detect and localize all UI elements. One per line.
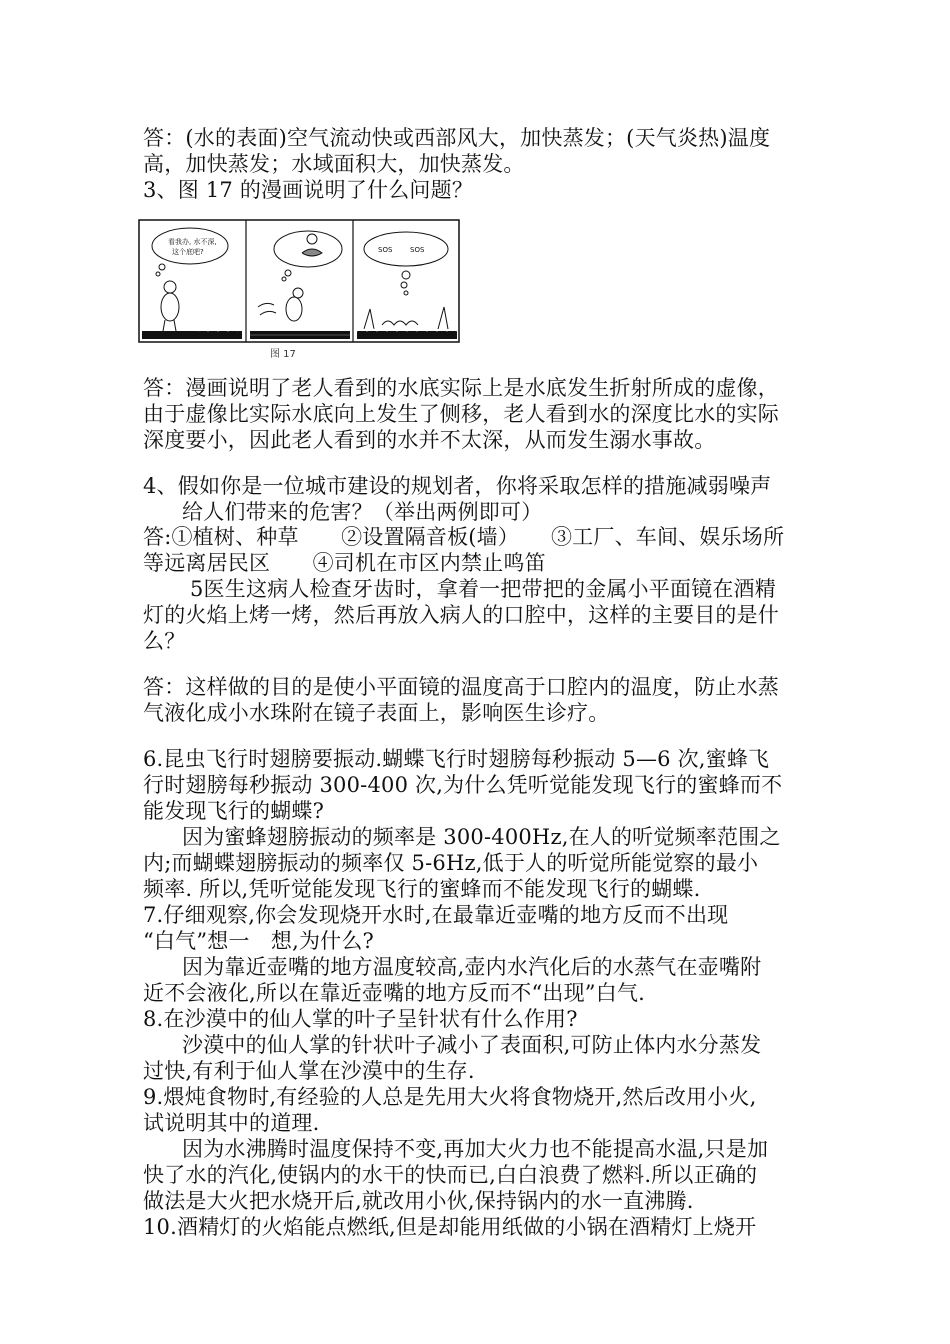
answer-4-line-2: 等远离居民区 ④司机在市区内禁止鸣笛	[143, 551, 546, 575]
figure-caption: 图 17	[270, 349, 296, 360]
sos-text-1: SOS	[378, 246, 393, 254]
question-5-line-2: 灯的火焰上烤一烤，然后再放入病人的口腔中，这样的主要目的是什	[143, 603, 779, 627]
question-4-line-2: 给人们带来的危害？（举出两例即可）	[182, 500, 543, 524]
bubble-text-line-1: 看我办, 水不深,	[168, 238, 217, 246]
sos-text-2: SOS	[410, 246, 425, 254]
bubble-text-line-2: 这个底吧?	[172, 248, 204, 256]
answer-5-line-2: 气液化成小水珠附在镜子表面上，影响医生诊疗。	[143, 701, 610, 725]
answer-6-line-3: 频率. 所以,凭听觉能发现飞行的蜜蜂而不能发现飞行的蝴蝶.	[143, 877, 701, 901]
question-6-line-1: 6.昆虫飞行时翅膀要振动.蝴蝶飞行时翅膀每秒振动 5—6 次,蜜蜂飞	[143, 747, 770, 771]
answer-4-line-1: 答:①植树、种草 ②设置隔音板(墙） ③工厂、车间、娱乐场所	[143, 525, 785, 549]
cartoon-panel-1	[142, 228, 242, 339]
answer-7-line-2: 近不会液化,所以在靠近壶嘴的地方反而不“出现”白气.	[143, 981, 646, 1005]
answer-2-line-2: 高，加快蒸发；水域面积大，加快蒸发。	[143, 152, 525, 176]
question-5-line-1: 5医生这病人检查牙齿时，拿着一把带把的金属小平面镜在酒精	[190, 577, 776, 601]
question-10-line-1: 10.酒精灯的火焰能点燃纸,但是却能用纸做的小锅在酒精灯上烧开	[143, 1215, 757, 1239]
question-9-line-2: 试说明其中的道理.	[143, 1111, 320, 1135]
answer-8-line-1: 沙漠中的仙人掌的针状叶子减小了表面积,可防止体内水分蒸发	[182, 1033, 762, 1057]
answer-2-line-1: 答：(水的表面)空气流动快或西部风大，加快蒸发；(天气炎热)温度	[143, 126, 771, 150]
question-8: 8.在沙漠中的仙人掌的叶子呈针状有什么作用?	[143, 1007, 578, 1031]
answer-9-line-3: 做法是大火把水烧开后,就改用小伙,保持锅内的水一直沸腾.	[143, 1189, 694, 1213]
question-6-line-2: 行时翅膀每秒振动 300-400 次,为什么凭听觉能发现飞行的蜜蜂而不	[143, 773, 783, 797]
question-5-line-3: 么？	[143, 629, 186, 653]
answer-8-line-2: 过快,有利于仙人掌在沙漠中的生存.	[143, 1059, 475, 1083]
answer-3-line-3: 深度要小，因此老人看到的水并不太深，从而发生溺水事故。	[143, 428, 716, 452]
answer-3-line-2: 由于虚像比实际水底向上发生了侧移，老人看到水的深度比水的实际	[143, 402, 779, 426]
cartoon-panel-3	[357, 232, 457, 339]
answer-3-line-1: 答：漫画说明了老人看到的水底实际上是水底发生折射所成的虚像，	[143, 376, 779, 400]
answer-7-line-1: 因为靠近壶嘴的地方温度较高,壶内水汽化后的水蒸气在壶嘴附	[182, 955, 762, 979]
answer-6-line-1: 因为蜜蜂翅膀振动的频率是 300-400Hz,在人的听觉频率范围之	[182, 825, 781, 849]
answer-5-line-1: 答：这样做的目的是使小平面镜的温度高于口腔内的温度，防止水蒸	[143, 675, 779, 699]
cartoon-figure-17	[138, 219, 460, 343]
question-4-line-1: 4、假如你是一位城市建设的规划者，你将采取怎样的措施减弱噪声	[143, 474, 772, 498]
cartoon-panel-2	[250, 231, 350, 339]
question-7-line-2: “白气”想一 想,为什么?	[143, 929, 375, 953]
question-7-line-1: 7.仔细观察,你会发现烧开水时,在最靠近壶嘴的地方反而不出现	[143, 903, 729, 927]
answer-9-line-1: 因为水沸腾时温度保持不变,再加大火力也不能提高水温,只是加	[182, 1137, 769, 1161]
question-3: 3、图 17 的漫画说明了什么问题？	[143, 178, 474, 202]
question-6-line-3: 能发现飞行的蝴蝶?	[143, 799, 325, 823]
answer-9-line-2: 快了水的汽化,使锅内的水干的快而已,白白浪费了燃料.所以正确的	[143, 1163, 758, 1187]
answer-6-line-2: 内;而蝴蝶翅膀振动的频率仅 5-6Hz,低于人的听觉所能觉察的最小	[143, 851, 759, 875]
question-9-line-1: 9.煨炖食物时,有经验的人总是先用大火将食物烧开,然后改用小火,	[143, 1085, 757, 1109]
